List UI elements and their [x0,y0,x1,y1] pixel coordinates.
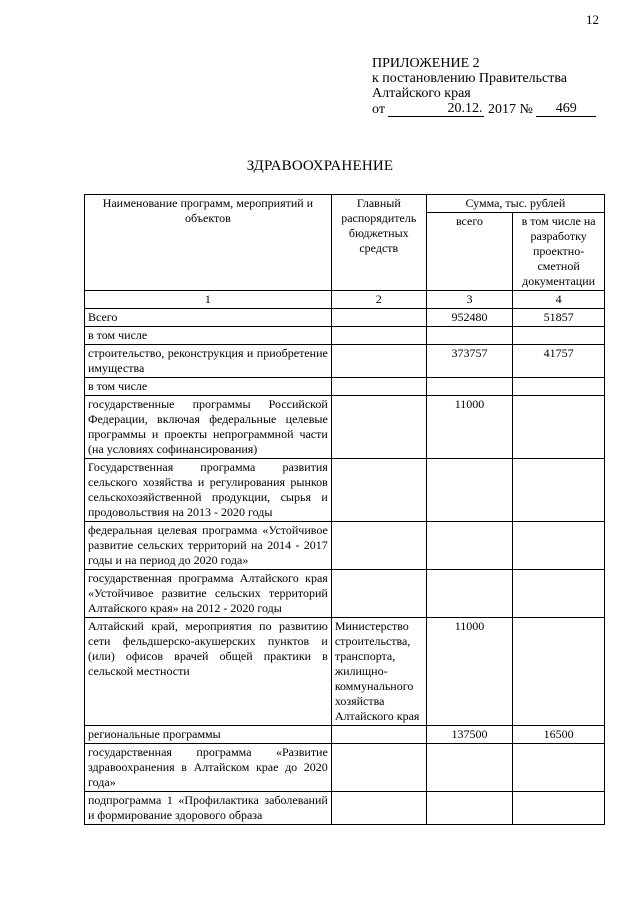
header-design: в том числе на разработку проектно-сметной документации [513,213,605,291]
row-total: 11000 [426,618,512,726]
row-name: Алтайский край, мероприятия по развитию сети фельдшерско-акушерских пунктов и (или) офисов врачей общей практики в сельской местности [85,618,332,726]
appendix-date: 20.12. [388,101,484,117]
row-design [513,570,605,618]
table-row [85,618,605,726]
date-prefix: от [372,102,385,117]
row-org [331,522,426,570]
table-row [85,570,605,618]
row-name: государственные программы Российской Федерации, включая федеральные целевые программы и проекты непрограммной части (на условиях софинансирования) [85,396,332,459]
appendix-region: Алтайского края [372,86,471,101]
row-org [331,570,426,618]
row-total [426,792,512,825]
row-design [513,618,605,726]
row-design [513,459,605,522]
table-row [85,522,605,570]
header-name: Наименование программ, мероприятий и объектов [85,195,332,291]
row-total [426,570,512,618]
row-total [426,378,512,396]
row-name: государственная программа Алтайского края «Устойчивое развитие сельских территорий Алтайского края» на 2012 - 2020 годы [85,570,332,618]
budget-table [84,194,605,825]
row-org [331,459,426,522]
row-name: Всего [85,309,332,327]
row-name: в том числе [85,378,332,396]
col-number: 4 [513,291,605,309]
row-design: 51857 [513,309,605,327]
row-org [331,378,426,396]
row-name: строительство, реконструкция и приобретение имущества [85,345,332,378]
row-total [426,327,512,345]
row-design [513,792,605,825]
row-name: в том числе [85,327,332,345]
row-design [513,327,605,345]
row-org [331,396,426,459]
row-name: подпрограмма 1 «Профилактика заболеваний и формирование здорового образа [85,792,332,825]
appendix-number: 469 [536,101,596,117]
row-design [513,396,605,459]
appendix-year: 2017 № [487,102,533,117]
row-total: 11000 [426,396,512,459]
col-number: 2 [331,291,426,309]
page-number: 12 [586,12,599,27]
row-total [426,459,512,522]
row-org [331,744,426,792]
table-row [85,744,605,792]
row-design: 16500 [513,726,605,744]
row-total: 952480 [426,309,512,327]
row-design [513,378,605,396]
row-org [331,726,426,744]
row-total: 137500 [426,726,512,744]
row-design: 41757 [513,345,605,378]
row-design [513,522,605,570]
table-row [85,309,605,327]
col-number: 1 [85,291,332,309]
appendix-resolution: к постановлению Правительства [372,71,568,86]
header-total: всего [426,213,512,291]
header-org: Главный распорядитель бюджетных средств [331,195,426,291]
row-total [426,744,512,792]
row-design [513,744,605,792]
row-name: региональные программы [85,726,332,744]
document-title: ЗДРАВООХРАНЕНИЕ [246,158,394,174]
table-row [85,792,605,825]
row-total: 373757 [426,345,512,378]
row-org: Министерство строительства, транспорта, жилищно-коммунального хозяйства Алтайского края [331,618,426,726]
appendix-block [372,56,596,117]
row-org [331,792,426,825]
row-name: федеральная целевая программа «Устойчивое развитие сельских территорий на 2014 - 2017 годы и на период до 2020 года» [85,522,332,570]
appendix-title: ПРИЛОЖЕНИЕ 2 [372,56,480,71]
table-row [85,396,605,459]
col-number: 3 [426,291,512,309]
row-total [426,522,512,570]
row-org [331,327,426,345]
header-row [85,195,605,213]
table-row [85,459,605,522]
row-org [331,345,426,378]
column-number-row [85,291,605,309]
row-org [331,309,426,327]
table-row [85,378,605,396]
table-row [85,726,605,744]
header-sum: Сумма, тыс. рублей [426,195,604,213]
appendix-date-line [372,101,596,117]
row-name: Государственная программа развития сельского хозяйства и регулирования рынков сельскохозяйственной продукции, сырья и продовольствия на 2013 - 2020 годы [85,459,332,522]
row-name: государственная программа «Развитие здравоохранения в Алтайском крае до 2020 года» [85,744,332,792]
table-row [85,327,605,345]
table-row [85,345,605,378]
